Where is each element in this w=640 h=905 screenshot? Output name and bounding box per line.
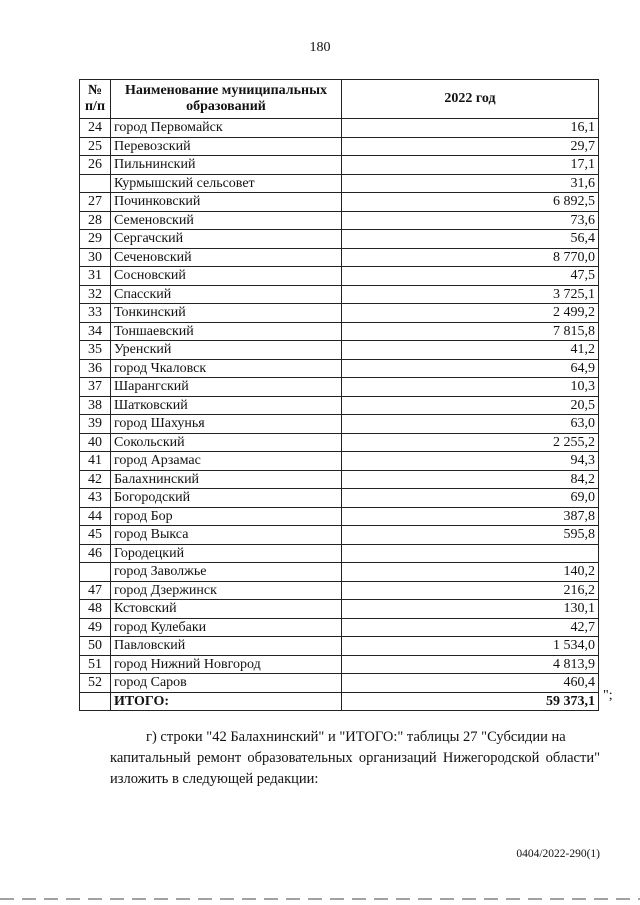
table-row	[80, 470, 599, 489]
row-num	[80, 563, 111, 582]
row-name: город Чкаловск	[111, 359, 342, 378]
row-name: Шарангский	[111, 378, 342, 397]
row-num: 24	[80, 119, 111, 138]
row-num: 52	[80, 674, 111, 693]
row-value: 460,4	[342, 674, 599, 693]
table-header-row	[80, 80, 599, 119]
row-value: 2 255,2	[342, 433, 599, 452]
row-value: 140,2	[342, 563, 599, 582]
table-row	[80, 230, 599, 249]
row-name: Богородский	[111, 489, 342, 508]
table-row	[80, 674, 599, 693]
table-row	[80, 637, 599, 656]
table-row	[80, 544, 599, 563]
row-value: 63,0	[342, 415, 599, 434]
table-row	[80, 304, 599, 323]
table-row	[80, 267, 599, 286]
row-num: 43	[80, 489, 111, 508]
row-num: 31	[80, 267, 111, 286]
row-value	[342, 544, 599, 563]
row-name: Уренский	[111, 341, 342, 360]
row-value: 69,0	[342, 489, 599, 508]
row-name: Кстовский	[111, 600, 342, 619]
row-name: город Бор	[111, 507, 342, 526]
row-name: Сеченовский	[111, 248, 342, 267]
row-value: 84,2	[342, 470, 599, 489]
row-num: 50	[80, 637, 111, 656]
row-name: город Шахунья	[111, 415, 342, 434]
row-num: 34	[80, 322, 111, 341]
table-row	[80, 581, 599, 600]
row-name: город Арзамас	[111, 452, 342, 471]
table-row	[80, 193, 599, 212]
table-row	[80, 137, 599, 156]
table-row	[80, 489, 599, 508]
subsidy-table	[79, 79, 599, 711]
row-num: 30	[80, 248, 111, 267]
row-num: 37	[80, 378, 111, 397]
table-row	[80, 174, 599, 193]
row-num: 41	[80, 452, 111, 471]
row-value: 64,9	[342, 359, 599, 378]
row-value: 41,2	[342, 341, 599, 360]
row-value: 10,3	[342, 378, 599, 397]
paragraph-line-1: г) строки "42 Балахнинский" и "ИТОГО:" таблицы 27 "Субсидии на	[146, 729, 566, 745]
row-value: 29,7	[342, 137, 599, 156]
row-num: 39	[80, 415, 111, 434]
table-row	[80, 285, 599, 304]
total-num	[80, 692, 111, 711]
table-row	[80, 248, 599, 267]
table-row	[80, 341, 599, 360]
row-name: город Нижний Новгород	[111, 655, 342, 674]
table-row	[80, 526, 599, 545]
row-name: Перевозский	[111, 137, 342, 156]
row-name: Балахнинский	[111, 470, 342, 489]
row-name: Тоншаевский	[111, 322, 342, 341]
total-label: ИТОГО:	[111, 692, 342, 711]
table-body	[80, 119, 599, 711]
row-name: Городецкий	[111, 544, 342, 563]
table-row	[80, 563, 599, 582]
total-row	[80, 692, 599, 711]
row-name: Сосновский	[111, 267, 342, 286]
paragraph-rest: капитальный ремонт образовательных организаций Нижегородской области" изложить в следующей редакции:	[110, 750, 600, 787]
row-value: 4 813,9	[342, 655, 599, 674]
row-name: Курмышский сельсовет	[111, 174, 342, 193]
row-name: Починковский	[111, 193, 342, 212]
scan-artifact-line	[0, 898, 640, 900]
row-value: 1 534,0	[342, 637, 599, 656]
row-name: Сергачский	[111, 230, 342, 249]
row-num: 49	[80, 618, 111, 637]
row-num: 35	[80, 341, 111, 360]
row-name: Шатковский	[111, 396, 342, 415]
row-num: 46	[80, 544, 111, 563]
row-num: 42	[80, 470, 111, 489]
row-name: Спасский	[111, 285, 342, 304]
row-value: 3 725,1	[342, 285, 599, 304]
row-num: 26	[80, 156, 111, 175]
row-name: Пильнинский	[111, 156, 342, 175]
row-num: 44	[80, 507, 111, 526]
row-name: город Заволжье	[111, 563, 342, 582]
row-num: 27	[80, 193, 111, 212]
row-value: 7 815,8	[342, 322, 599, 341]
row-num: 32	[80, 285, 111, 304]
row-value: 31,6	[342, 174, 599, 193]
amendment-paragraph	[110, 727, 600, 790]
row-name: Сокольский	[111, 433, 342, 452]
row-num: 47	[80, 581, 111, 600]
row-num: 36	[80, 359, 111, 378]
table-row	[80, 433, 599, 452]
row-name: город Кулебаки	[111, 618, 342, 637]
row-value: 6 892,5	[342, 193, 599, 212]
table-row	[80, 211, 599, 230]
row-value: 94,3	[342, 452, 599, 471]
table-row	[80, 452, 599, 471]
table-row	[80, 396, 599, 415]
row-name: город Дзержинск	[111, 581, 342, 600]
total-value: 59 373,1	[342, 692, 599, 711]
row-value: 216,2	[342, 581, 599, 600]
table-row	[80, 119, 599, 138]
row-value: 130,1	[342, 600, 599, 619]
header-year: 2022 год	[342, 80, 599, 119]
table-row	[80, 600, 599, 619]
table-row	[80, 359, 599, 378]
row-value: 16,1	[342, 119, 599, 138]
table-row	[80, 415, 599, 434]
row-value: 17,1	[342, 156, 599, 175]
row-name: Павловский	[111, 637, 342, 656]
row-name: город Первомайск	[111, 119, 342, 138]
row-num: 40	[80, 433, 111, 452]
row-num: 25	[80, 137, 111, 156]
header-name: Наименование муниципальных образований	[111, 80, 342, 119]
row-name: город Саров	[111, 674, 342, 693]
table-row	[80, 618, 599, 637]
row-num: 45	[80, 526, 111, 545]
row-name: Тонкинский	[111, 304, 342, 323]
closing-quote: ";	[603, 688, 613, 703]
row-value: 42,7	[342, 618, 599, 637]
row-value: 8 770,0	[342, 248, 599, 267]
table-row	[80, 655, 599, 674]
row-value: 2 499,2	[342, 304, 599, 323]
header-num: № п/п	[80, 80, 111, 119]
row-num	[80, 174, 111, 193]
table-row	[80, 156, 599, 175]
row-num: 28	[80, 211, 111, 230]
row-value: 73,6	[342, 211, 599, 230]
row-name: город Выкса	[111, 526, 342, 545]
table-row	[80, 378, 599, 397]
row-value: 47,5	[342, 267, 599, 286]
row-value: 595,8	[342, 526, 599, 545]
row-num: 48	[80, 600, 111, 619]
row-num: 38	[80, 396, 111, 415]
page-number: 180	[309, 40, 331, 55]
row-num: 33	[80, 304, 111, 323]
table-row	[80, 322, 599, 341]
row-name: Семеновский	[111, 211, 342, 230]
row-value: 20,5	[342, 396, 599, 415]
row-num: 51	[80, 655, 111, 674]
table-row	[80, 507, 599, 526]
row-value: 56,4	[342, 230, 599, 249]
document-code: 0404/2022-290(1)	[516, 848, 600, 860]
row-num: 29	[80, 230, 111, 249]
row-value: 387,8	[342, 507, 599, 526]
